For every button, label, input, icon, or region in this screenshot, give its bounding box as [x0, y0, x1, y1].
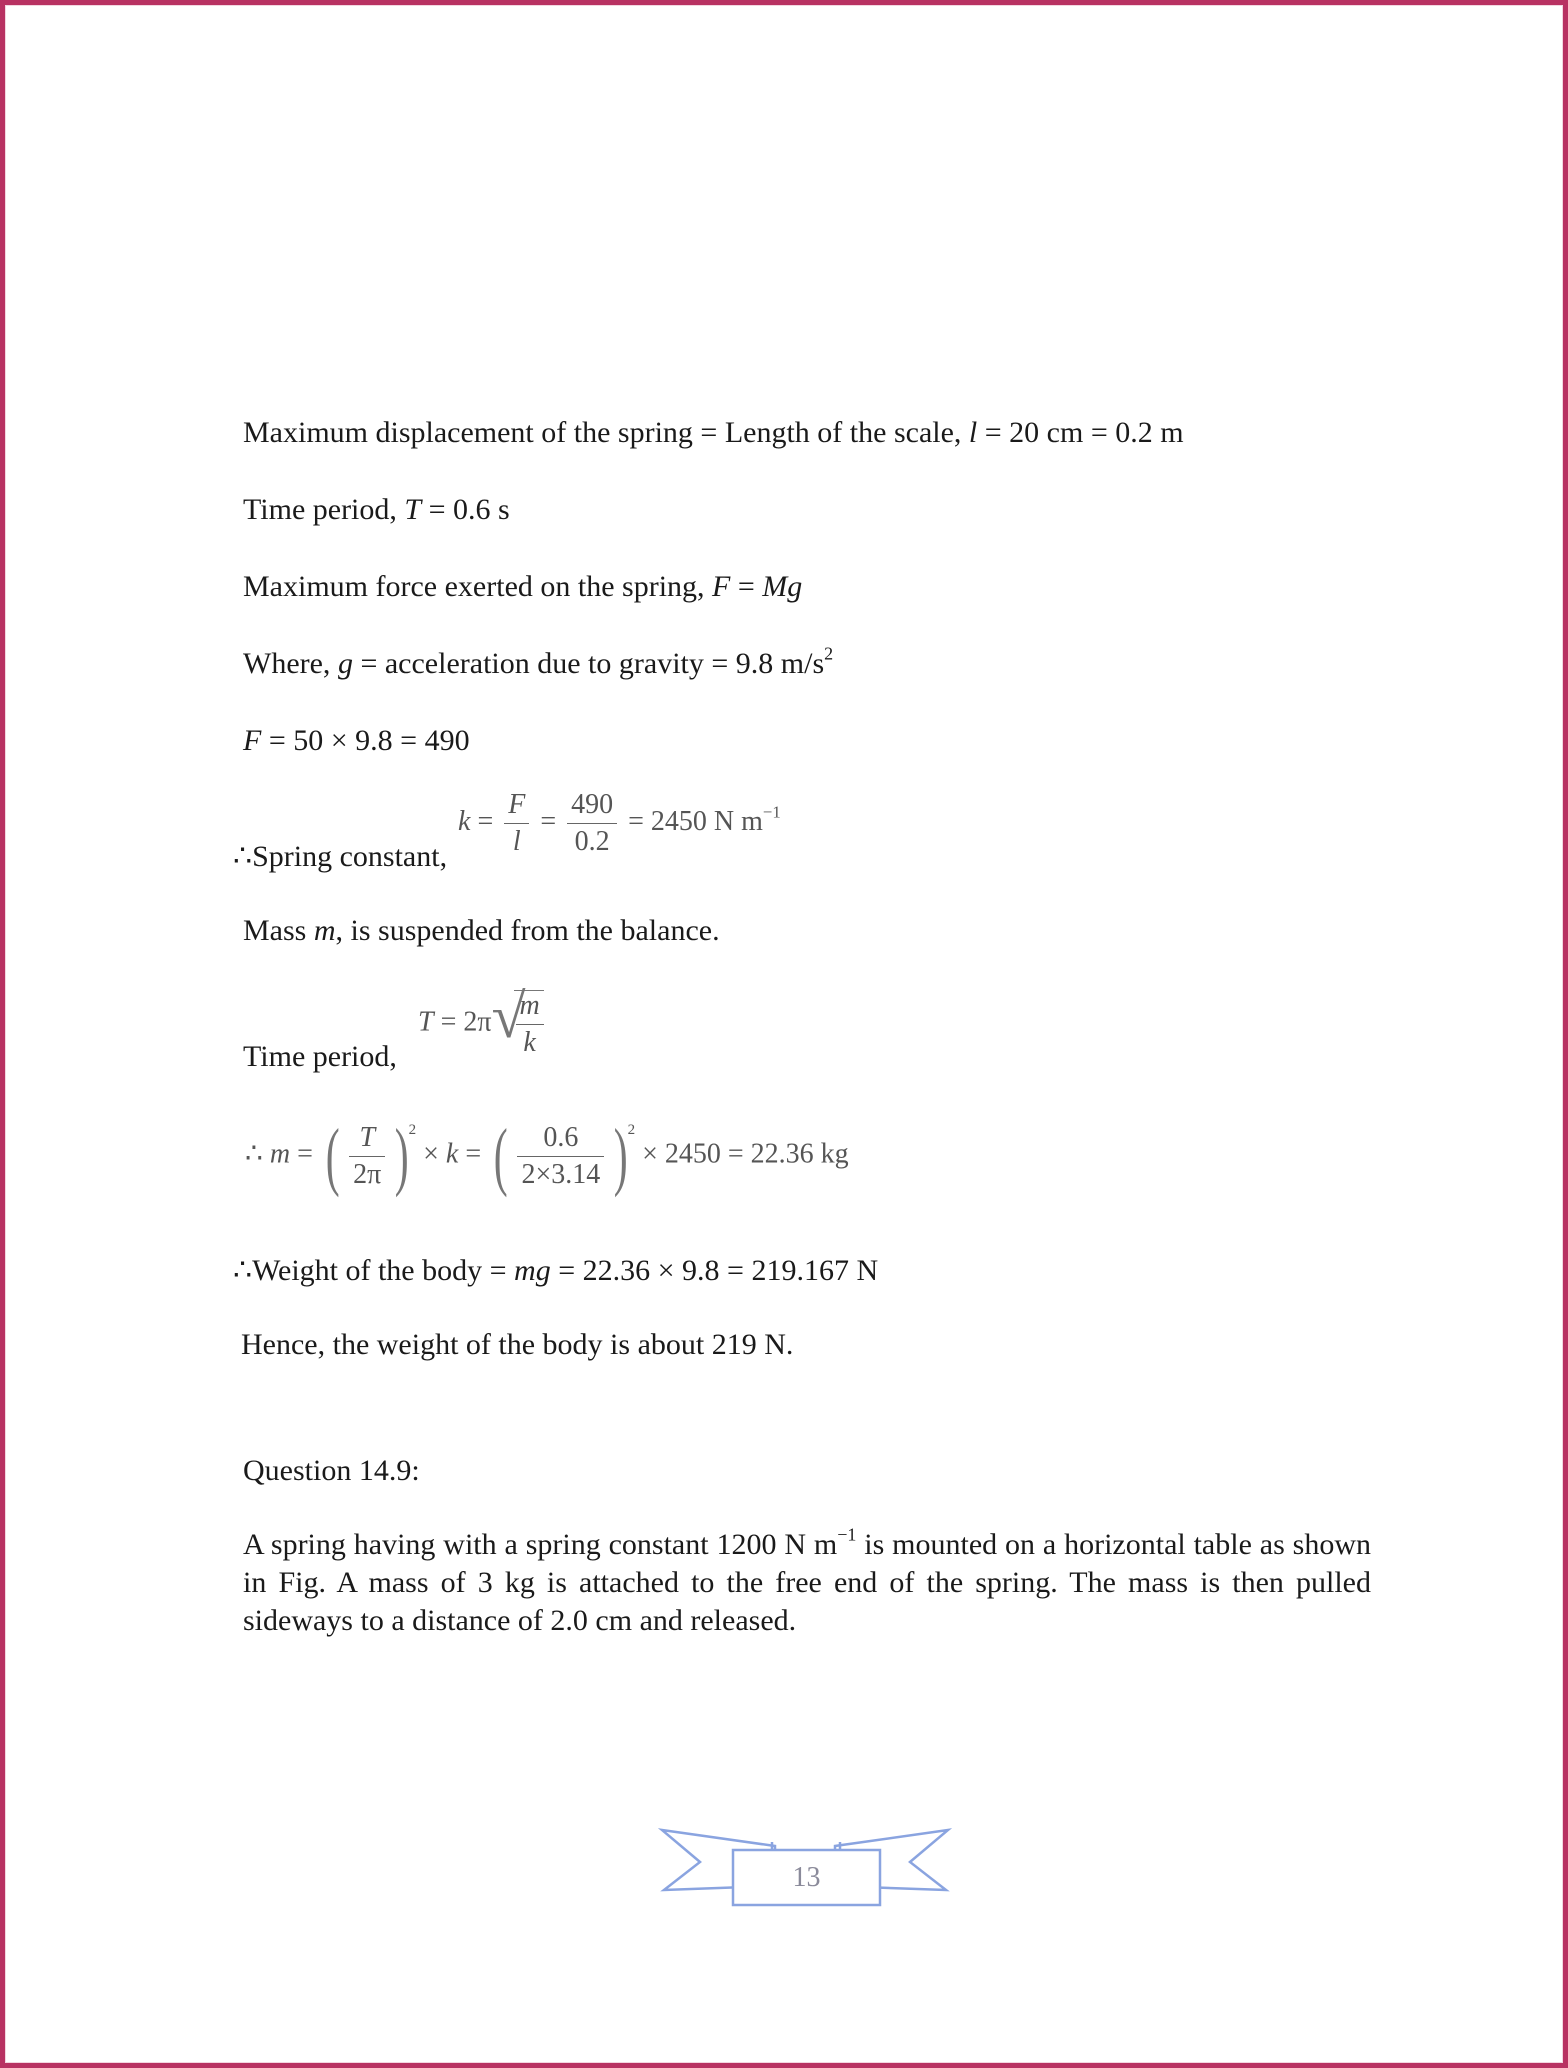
fraction-0.6-over-2x3.14 [517, 1123, 604, 1190]
right-paren: ) [395, 1114, 409, 1198]
time-period-formula [418, 983, 544, 1058]
text: = 2450 N m [621, 805, 763, 837]
left-paren: ( [325, 1114, 340, 1198]
weight-line [233, 1256, 878, 1286]
mass-suspended-line [243, 916, 720, 946]
gravity-line [243, 643, 834, 680]
denominator: k [523, 1027, 536, 1058]
text: = 20 cm = 0.2 m [977, 416, 1184, 449]
text: Time period, [243, 493, 405, 526]
fraction-490-over-0.2 [567, 790, 617, 857]
conclusion-line: Hence, the weight of the body is about 219 N. [241, 1328, 794, 1361]
page-inner-border [5, 5, 1563, 2063]
fraction-T-over-2pi [349, 1123, 385, 1190]
var-T: T [404, 493, 422, 526]
var-m: m [269, 1138, 291, 1170]
time-period-line [243, 495, 510, 525]
text: Maximum displacement of the spring = Length of the scale, [243, 416, 969, 449]
numerator: T [349, 1123, 385, 1157]
left-paren: ( [493, 1114, 508, 1198]
radical-sign-icon: √ [491, 983, 526, 1051]
text: , is suspended from the balance. [335, 914, 720, 947]
var-l: l [968, 416, 978, 449]
numerator: 490 [567, 790, 617, 824]
numerator: m [516, 991, 544, 1025]
force-calc-line [243, 726, 470, 756]
var-T: T [418, 1006, 434, 1038]
denominator: l [512, 826, 521, 857]
var-g: g [337, 647, 353, 680]
fraction-F-over-l [504, 790, 529, 857]
text: = [470, 805, 501, 837]
var-mg: mg [514, 1254, 551, 1287]
question-text [243, 1526, 1371, 1640]
denominator: 2π [353, 1158, 382, 1190]
therefore-symbol: ∴ [245, 1138, 270, 1170]
text: = [458, 1138, 489, 1170]
var-m: m [313, 914, 336, 947]
text: Where, [243, 647, 338, 680]
text: Mass [243, 914, 314, 947]
text: = 2π [433, 1006, 492, 1038]
text: = [533, 805, 564, 837]
var-Mg: Mg [762, 570, 803, 603]
exponent: 2 [408, 1122, 417, 1139]
max-displacement-line [243, 418, 1184, 448]
spring-constant-formula [458, 790, 781, 857]
mass-formula [245, 1114, 849, 1198]
time-period-label: Time period, [243, 1040, 397, 1073]
text: = [290, 1138, 320, 1170]
page-number: 13 [792, 1862, 821, 1893]
exponent: 2 [627, 1122, 636, 1139]
var-k: k [445, 1138, 459, 1170]
text: is mounted on a horizontal table as shown in Fig. A mass of 3 kg is attached to the free end of the spring. The mass is then pulled sideways to a distance of 2.0 cm and released. [243, 1528, 1371, 1637]
text: = 22.36 × 9.8 = 219.167 N [550, 1254, 879, 1287]
var-k: k [458, 805, 471, 837]
text: = acceleration due to gravity = 9.8 m/s [352, 647, 825, 680]
superscript: −1 [837, 1524, 857, 1545]
max-force-line [243, 572, 802, 602]
text: ∴Weight of the body = [233, 1254, 515, 1287]
question-title: Question 14.9: [243, 1454, 420, 1487]
text: = 0.6 s [421, 493, 510, 526]
spring-constant-label: ∴Spring constant, [233, 840, 448, 873]
denominator: 0.2 [574, 826, 610, 857]
denominator: 2×3.14 [521, 1158, 601, 1190]
superscript: 2 [824, 643, 834, 664]
square-root [491, 983, 544, 1058]
var-F: F [243, 724, 262, 757]
right-paren: ) [613, 1114, 628, 1198]
var-F: F [712, 570, 731, 603]
text: = 50 × 9.8 = 490 [261, 724, 470, 757]
text: × 2450 = 22.36 kg [635, 1138, 849, 1170]
text: × [416, 1138, 446, 1170]
numerator: F [504, 790, 529, 824]
text: = [730, 570, 763, 603]
superscript: −1 [762, 802, 781, 822]
text: A spring having with a spring constant 1200 N m [243, 1528, 838, 1561]
numerator: 0.6 [517, 1123, 604, 1157]
text: Maximum force exerted on the spring, [243, 570, 713, 603]
